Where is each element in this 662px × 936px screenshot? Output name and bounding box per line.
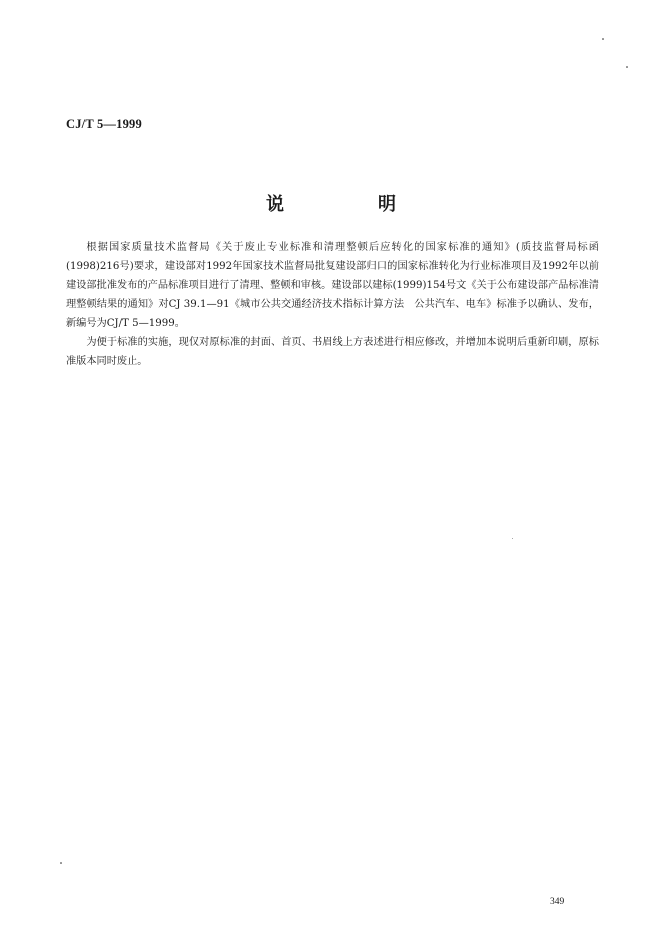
scan-speck	[60, 862, 62, 864]
standard-code: CJ/T 5—1999	[66, 117, 142, 131]
page-number: 349	[550, 897, 565, 907]
scan-speck	[512, 538, 513, 539]
explanation-body	[66, 238, 599, 371]
paragraph-1: 根据国家质量技术监督局《关于废止专业标准和清理整顿后应转化的国家标准的通知》(质技监督局标函(1998)216号)要求，建设部对1992年国家技术监督局批复建设部归口的国家标准转化为行业标准项目及1992年以前建设部批准发布的产品标准项目进行了清理、整顿和审核。建设部以建标(1999)154号文《关于公布建设部产品标准清理整顿结果的通知》对CJ 39.1—91《城市公共交通经济技术指标计算方法 公共汽车、电车》标准予以确认、发布，新编号为CJ/T 5—1999。	[66, 242, 599, 329]
page-title: 说 明	[266, 194, 434, 215]
scan-speck	[602, 38, 604, 40]
scan-speck	[626, 66, 628, 68]
paragraph-2: 为便于标准的实施，现仅对原标准的封面、首页、书眉线上方表述进行相应修改，并增加本说明后重新印刷，原标准版本同时废止。	[66, 337, 599, 367]
